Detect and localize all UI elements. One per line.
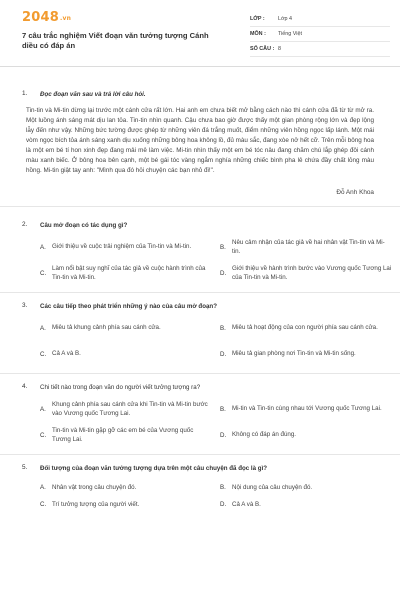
header (0, 0, 400, 62)
option-letter: C. (40, 350, 47, 358)
option-letter: D. (220, 431, 227, 439)
option-b[interactable] (220, 398, 392, 420)
option-letter: C. (40, 501, 47, 508)
option-a[interactable] (40, 479, 212, 496)
option-text: Làm nổi bật suy nghĩ của tác giả về cuộc hành trình của Tin-tin và Mi-tin. (52, 264, 206, 281)
option-letter: D. (220, 269, 227, 277)
meta-row-count (250, 42, 390, 57)
option-c[interactable] (40, 262, 212, 284)
question-5 (0, 464, 400, 513)
option-text: Cả A và B. (52, 350, 81, 358)
option-letter: D. (220, 350, 227, 358)
meta-key: LỚP : (250, 16, 265, 22)
question-number: 5. (22, 464, 28, 471)
option-text: Nội dung của câu chuyện đó. (232, 483, 313, 491)
options (40, 479, 374, 513)
option-text: Tin-tin và Mi-tin gặp gỡ các em bé của Vương quốc Tương Lai. (52, 426, 194, 443)
option-c[interactable] (40, 496, 212, 513)
meta-key: SỐ CÂU : (250, 46, 275, 52)
option-text: Miêu tả hoạt động của con người phía sau cánh cửa. (232, 324, 378, 332)
option-d[interactable] (220, 262, 392, 284)
meta-key: MÔN : (250, 31, 266, 37)
option-letter: A. (40, 405, 46, 413)
option-a[interactable] (40, 236, 212, 258)
question-text: Chi tiết nào trong đoạn văn do người viết tưởng tượng ra? (40, 384, 201, 391)
option-a[interactable] (40, 398, 212, 420)
site-logo[interactable] (22, 10, 71, 25)
options (40, 236, 392, 284)
option-text: Giới thiệu về hành trình bước vào Vương quốc Tương Lai của Tin-tin và Mi-tin. (232, 264, 392, 281)
divider (0, 373, 400, 374)
option-text: Mi-tin và Tin-tin cùng nhau tới Vương quốc Tương Lai. (232, 405, 382, 413)
option-letter: A. (40, 324, 46, 332)
divider (0, 454, 400, 455)
option-letter: B. (220, 324, 226, 332)
question-2 (0, 221, 400, 284)
meta-row-grade (250, 12, 390, 27)
option-a[interactable] (40, 317, 212, 339)
option-text: Không có đáp án đúng. (232, 431, 296, 439)
meta-row-subject (250, 27, 390, 42)
option-letter: A. (40, 484, 46, 491)
option-text: Miêu tả khung cảnh phía sau cánh cửa. (52, 324, 161, 332)
option-text: Cả A và B. (232, 500, 261, 508)
meta-value: Tiếng Việt (278, 31, 302, 37)
option-letter: B. (220, 484, 226, 491)
reading-passage: Tin-tin và Mi-tin dừng lại trước một cánh cửa rất lớn. Hai anh em chưa biết mở bằng cách nào thì cánh cửa đã từ từ mở ra. Một luồng ánh sáng mát dịu lan tỏa. Tin-tin nhìn quanh. Cậu chưa bao giờ được thấy một gian phòng rộng lớn và đẹp lộng lẫy đến như vậy. Những bức tường được ghép từ những viên đá trắng muốt, điểm những viên hồng ngọc lấp lánh. Một mái vòm ngọc bích tỏa ánh sáng xanh dịu xuống những bông hoa không lồ, đủ màu sắc, đang xòe nở hết cỡ. Trên mỗi bông hoa là một em bé tí hon xinh đẹp đang mải mê làm việc. Mi-tin nhìn thấy một em bé tóc nâu đang chăm chú lắp ghép đôi cánh màu xanh biếc. Ở bông hoa bên cạnh, một bé gái tóc vàng ngắm nghía những chiếc bình pha lê chứa đầy chất lỏng màu hồng. Mi-tin giật tay anh: "Mình qua đó hỏi chuyện các bạn nhỏ đi!". (26, 107, 374, 174)
option-b[interactable] (220, 479, 392, 496)
option-text: Nêu cảm nhận của tác giả về hai nhân vật Tin-tin và Mi-tin. (232, 238, 385, 255)
option-text: Giới thiệu về cuộc trải nghiệm của Tin-tin và Mi-tin. (52, 243, 192, 251)
question-number: 2. (22, 221, 28, 228)
question-number: 3. (22, 302, 28, 309)
meta-value: Lớp 4 (278, 16, 293, 22)
logo-text: 2048 (22, 10, 59, 25)
option-d[interactable] (220, 496, 392, 513)
option-letter: A. (40, 243, 46, 251)
question-text: Câu mở đoạn có tác dụng gì? (40, 222, 128, 229)
question-text: Đối tượng của đoạn văn tưởng tượng dựa trên một câu chuyện đã đọc là gì? (40, 465, 268, 472)
divider (0, 206, 400, 207)
question-number: 4. (22, 383, 28, 390)
divider (0, 292, 400, 293)
question-text: Đọc đoạn văn sau và trả lời câu hỏi. (40, 91, 146, 98)
logo-suffix: .vn (59, 15, 72, 22)
passage-author: Đỗ Anh Khoa (336, 189, 374, 196)
option-b[interactable] (220, 317, 392, 339)
page-title: 7 câu trắc nghiệm Viết đoạn văn tưởng tượng Cánh diều có đáp án (22, 31, 209, 50)
option-text: Khung cảnh phía sau cánh cửa khi Tin-tin và Mi-tin bước vào Vương quốc Tương Lai. (52, 400, 208, 417)
options (40, 317, 378, 365)
option-letter: C. (40, 431, 47, 439)
option-letter: D. (220, 501, 227, 508)
question-text: Các câu tiếp theo phát triển những ý nào của câu mở đoạn? (40, 303, 217, 310)
option-letter: C. (40, 269, 47, 277)
option-d[interactable] (220, 424, 392, 446)
question-4 (0, 383, 400, 446)
question-list (0, 72, 400, 513)
option-c[interactable] (40, 343, 212, 365)
option-text: Nhân vật trong câu chuyện đó. (52, 483, 137, 491)
header-divider (0, 66, 400, 67)
question-1 (0, 90, 400, 196)
meta-value: 8 (278, 46, 281, 52)
options (40, 398, 382, 446)
option-letter: B. (220, 405, 226, 413)
question-number: 1. (22, 90, 28, 97)
option-d[interactable] (220, 343, 392, 365)
option-text: Trí tưởng tượng của người viết. (52, 500, 140, 508)
question-3 (0, 302, 400, 365)
option-text: Miêu tả gian phòng nơi Tin-tin và Mi-tin sống. (232, 350, 356, 358)
option-b[interactable] (220, 236, 392, 258)
document-meta (250, 12, 390, 57)
option-letter: B. (220, 243, 226, 251)
option-c[interactable] (40, 424, 212, 446)
